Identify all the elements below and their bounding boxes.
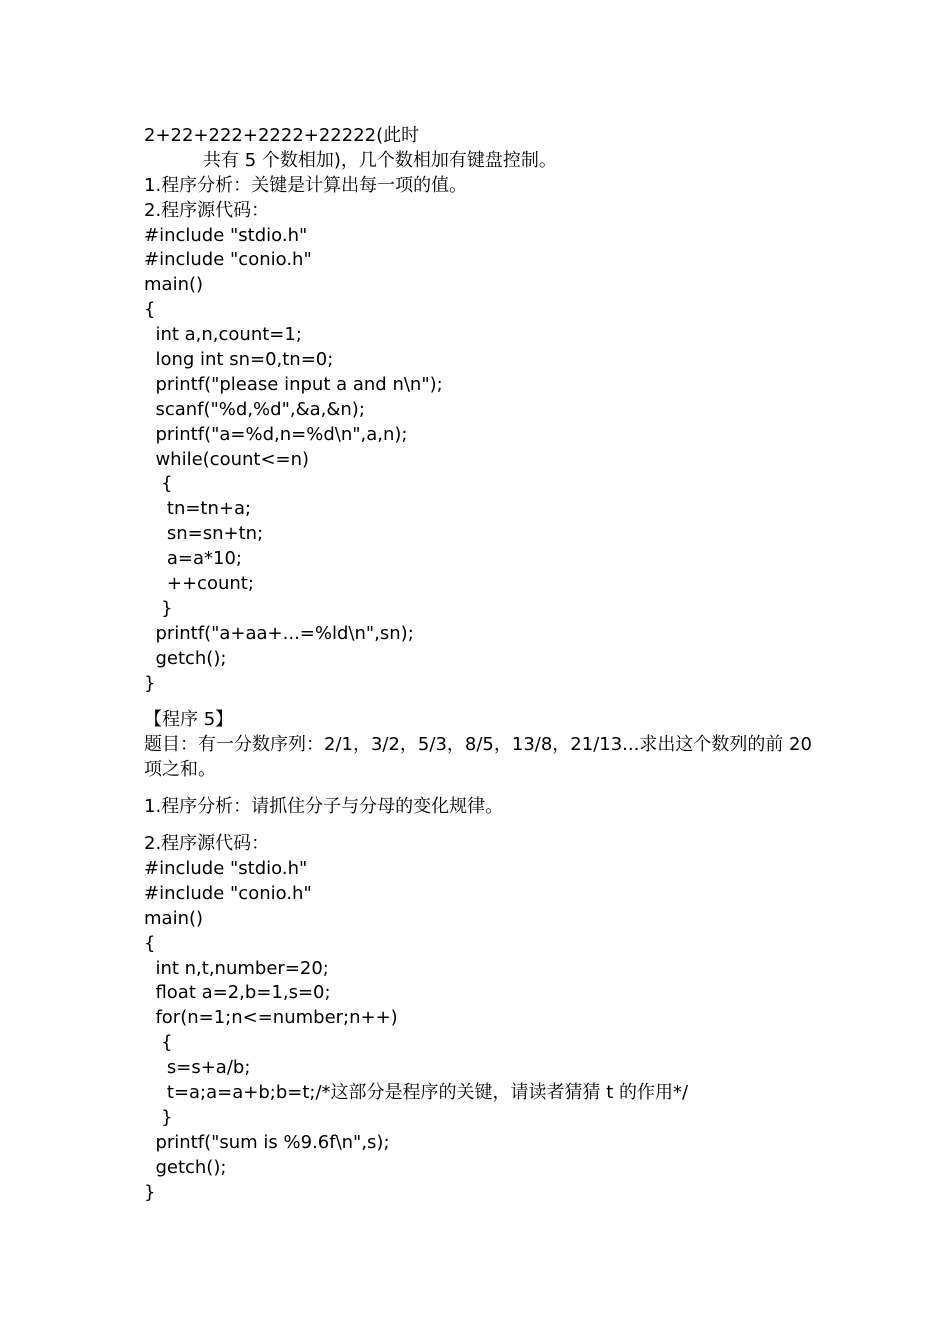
code-line: printf("a+aa+...=%ld\n",sn);: [144, 622, 414, 644]
code-line: #include "conio.h": [144, 882, 312, 904]
code-line: s=s+a/b;: [144, 1057, 251, 1079]
code-line: long int sn=0,tn=0;: [144, 349, 334, 371]
code-line: {: [144, 932, 156, 954]
code-line: t=a;a=a+b;b=t;/*这部分是程序的关键，请读者猜猜 t 的作用*/: [144, 1081, 689, 1103]
code-line: printf("please input a and n\n");: [144, 373, 443, 395]
code-line: getch();: [144, 1156, 227, 1178]
problem-text-continued-2: 共有 5 个数相加)，几个数相加有键盘控制。: [203, 149, 557, 171]
code-line: getch();: [144, 647, 227, 669]
code-line: main(): [144, 274, 204, 296]
code-line: tn=tn+a;: [144, 498, 252, 520]
code-line: sn=sn+tn;: [144, 523, 264, 545]
code-line: float a=2,b=1,s=0;: [144, 982, 331, 1004]
code-line: a=a*10;: [144, 548, 242, 570]
program-5: [144, 708, 834, 1205]
code-line: printf("sum is %9.6f\n",s);: [144, 1131, 390, 1153]
code-line: #include "stdio.h": [144, 857, 308, 879]
code-line: {: [144, 473, 173, 495]
code-line: }: [144, 1106, 173, 1128]
code-line: main(): [144, 907, 204, 929]
program-analysis: 1.程序分析：关键是计算出每一项的值。: [144, 174, 468, 196]
program-4-tail: [144, 124, 834, 696]
code-block: [144, 857, 834, 1205]
program-heading: 【程序 5】: [144, 709, 234, 731]
document-page: [144, 124, 834, 1205]
code-block: [144, 224, 834, 697]
source-code-label: 2.程序源代码：: [144, 199, 270, 221]
code-line: }: [144, 1181, 156, 1203]
code-line: while(count<=n): [144, 448, 310, 470]
code-line: #include "stdio.h": [144, 224, 308, 246]
code-line: {: [144, 1032, 173, 1054]
problem-text: 题目：有一分数序列：2/1，3/2，5/3，8/5，13/8，21/13...求出这个数列的前 20 项之和。: [144, 734, 812, 781]
code-line: #include "conio.h": [144, 249, 312, 271]
code-line: scanf("%d,%d",&a,&n);: [144, 398, 365, 420]
code-line: int n,t,number=20;: [144, 957, 329, 979]
code-line: printf("a=%d,n=%d\n",a,n);: [144, 423, 408, 445]
code-line: }: [144, 672, 156, 694]
code-line: ++count;: [144, 573, 254, 595]
code-line: int a,n,count=1;: [144, 324, 302, 346]
code-line: for(n=1;n<=number;n++): [144, 1007, 398, 1029]
problem-text-continued: 2+22+222+2222+22222(此时: [144, 125, 420, 146]
program-analysis: 1.程序分析：请抓住分子与分母的变化规律。: [144, 796, 504, 818]
source-code-label: 2.程序源代码：: [144, 833, 270, 855]
code-line: {: [144, 299, 156, 321]
code-line: }: [144, 597, 173, 619]
